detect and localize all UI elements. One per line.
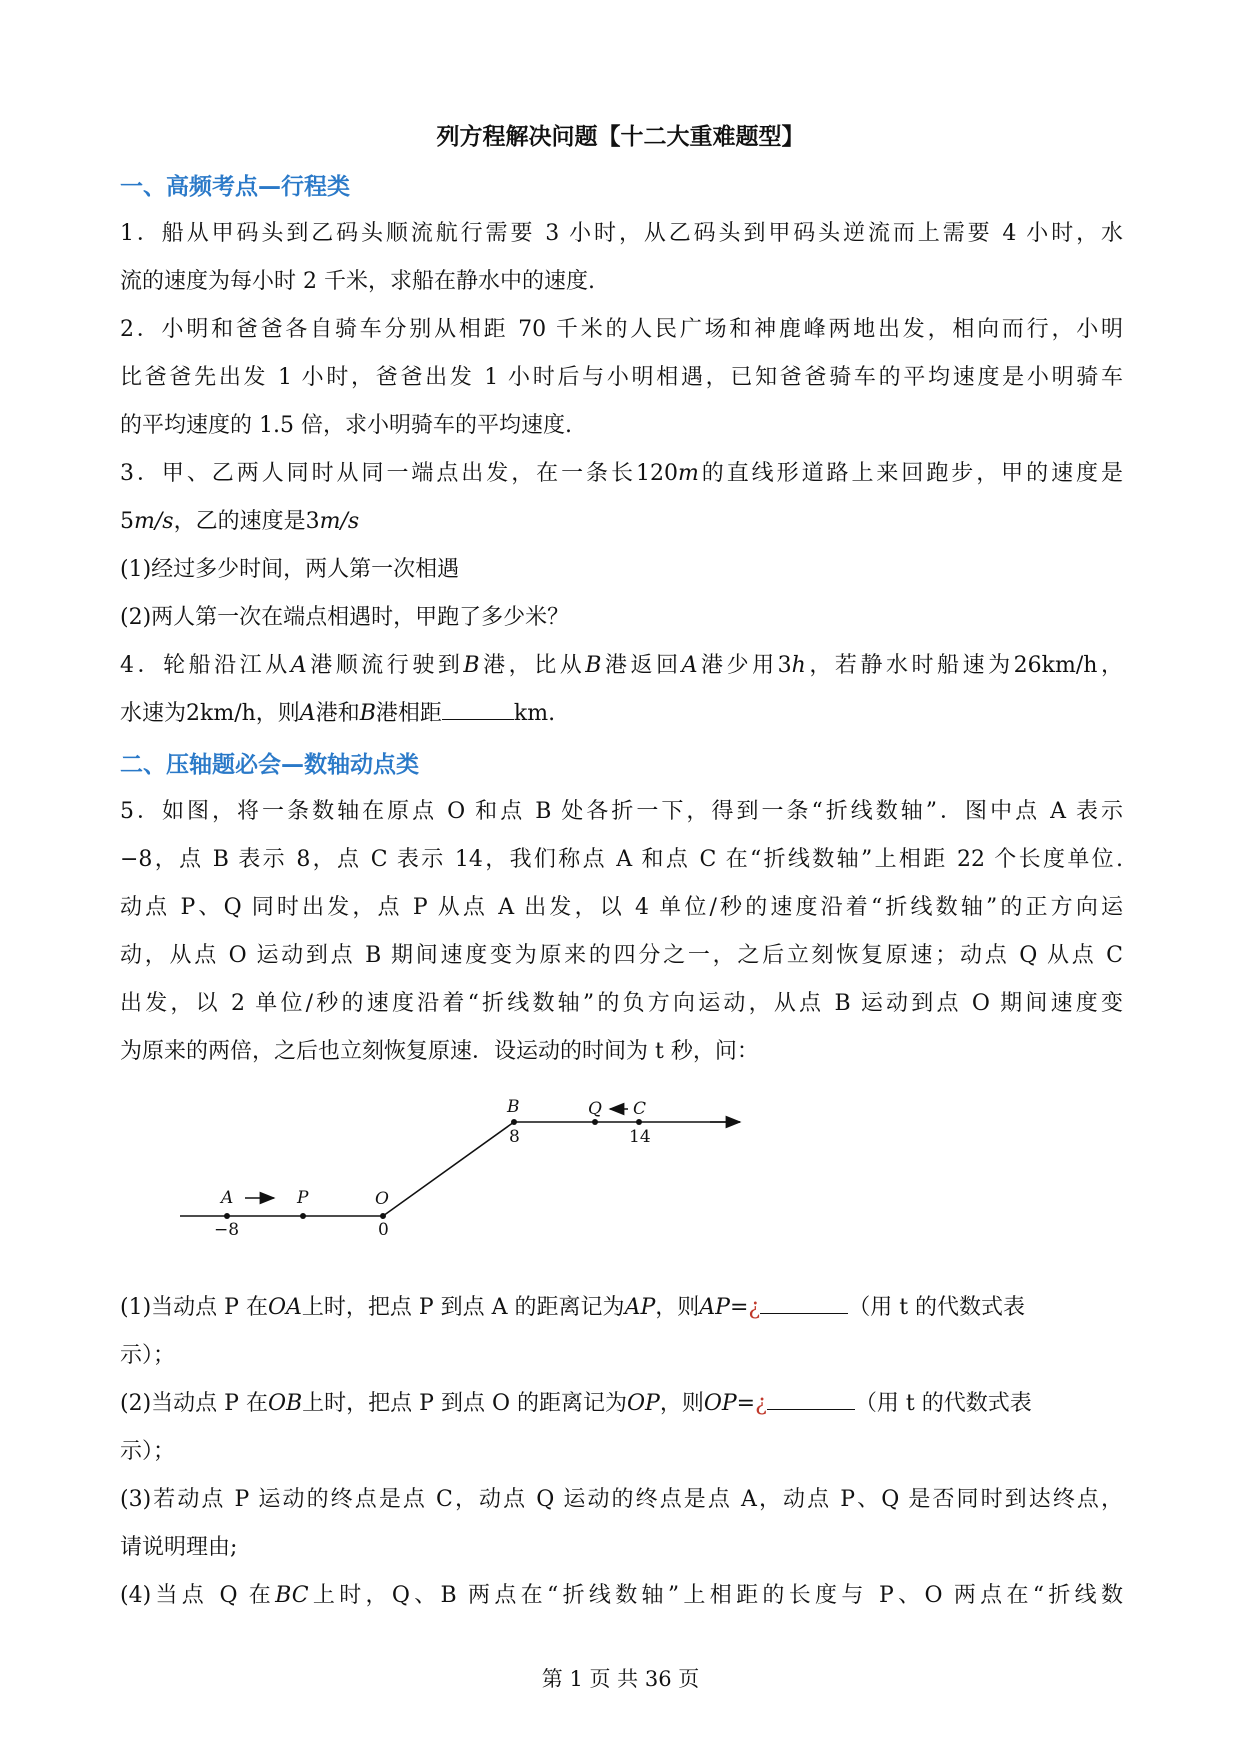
q1-line-1: 1．船从甲码头到乙码头顺流航行需要 3 小时，从乙码头到甲码头逆流而上需要 4 小时，水 <box>120 221 1123 246</box>
page-title: 列方程解决问题【十二大重难题型】 <box>436 124 805 150</box>
tick-label-o: 0 <box>378 1220 389 1240</box>
q5-subquestion-2-cont: 示）； <box>120 1439 176 1464</box>
point-o <box>380 1213 386 1219</box>
q3-subquestion-1: (1)经过多少时间，两人第一次相遇 <box>120 557 460 582</box>
section-heading-number-line: 二、压轴题必会—数轴动点类 <box>120 752 419 778</box>
q4-line-2: 水速为2km/h，则A港和B港相距 km. <box>120 701 556 726</box>
q5-line-3: 动点 P、Q 同时出发，点 P 从点 A 出发，以 4 单位/秒的速度沿着“折线数轴”的正方向运 <box>120 895 1123 920</box>
q5-line-6: 为原来的两倍，之后也立刻恢复原速．设运动的时间为 t 秒，问： <box>120 1039 759 1064</box>
q5-subquestion-2: (2)当动点 P 在OB上时，把点 P 到点 O 的距离记为OP，则OP=¿ （用 t 的代数式表 <box>120 1391 1032 1416</box>
q2-line-2: 比爸爸先出发 1 小时，爸爸出发 1 小时后与小明相遇，已知爸爸骑车的平均速度是小明骑车 <box>120 365 1123 390</box>
q5-subquestion-1-cont: 示）； <box>120 1343 176 1368</box>
label-o: O <box>375 1189 389 1209</box>
label-c: C <box>633 1099 647 1119</box>
point-b <box>511 1119 517 1125</box>
answer-blank[interactable] <box>760 1295 848 1314</box>
label-a: A <box>221 1188 234 1208</box>
q5-line-2: −8，点 B 表示 8，点 C 表示 14，我们称点 A 和点 C 在“折线数轴”上相距 22 个长度单位. <box>120 847 1123 872</box>
label-b: B <box>507 1097 520 1117</box>
q1-line-2: 流的速度为每小时 2 千米，求船在静水中的速度. <box>120 269 595 294</box>
q2-line-1: 2．小明和爸爸各自骑车分别从相距 70 千米的人民广场和神鹿峰两地出发，相向而行，小明 <box>120 317 1123 342</box>
tick-label-b: 8 <box>509 1127 520 1147</box>
q3-line-1: 3．甲、乙两人同时从同一端点出发，在一条长120m的直线形道路上来回跑步，甲的速度是 <box>120 461 1123 486</box>
q5-line-1: 5．如图，将一条数轴在原点 O 和点 B 处各折一下，得到一条“折线数轴”．图中点 A 表示 <box>120 799 1123 824</box>
q5-line-4: 动，从点 O 运动到点 B 期间速度变为原来的四分之一，之后立刻恢复原速；动点 Q 从点 C <box>120 943 1123 968</box>
q2-line-3: 的平均速度的 1.5 倍，求小明骑车的平均速度. <box>120 413 572 438</box>
number-line-path <box>180 1122 740 1216</box>
q5-subquestion-4: (4)当点 Q 在BC上时，Q、B 两点在“折线数轴”上相距的长度与 P、O 两点在“折线数 <box>120 1583 1124 1608</box>
point-p <box>300 1213 306 1219</box>
answer-blank[interactable] <box>442 701 514 720</box>
q5-line-5: 出发，以 2 单位/秒的速度沿着“折线数轴”的负方向运动，从点 B 运动到点 O 期间速度变 <box>120 991 1123 1016</box>
point-c <box>636 1119 642 1125</box>
answer-blank[interactable] <box>767 1391 855 1410</box>
q5-subquestion-1: (1)当动点 P 在OA上时，把点 P 到点 A 的距离记为AP，则AP=¿ （用 t 的代数式表 <box>120 1295 1026 1320</box>
section-heading-travel: 一、高频考点—行程类 <box>120 174 350 200</box>
tick-label-c: 14 <box>629 1127 651 1147</box>
label-p: P <box>297 1188 309 1208</box>
q3-line-2: 5m/s，乙的速度是3m/s <box>120 509 360 534</box>
point-q <box>592 1119 598 1125</box>
folded-number-line-figure <box>170 1090 750 1240</box>
q5-subquestion-3-cont: 请说明理由; <box>120 1535 238 1560</box>
point-a <box>224 1213 230 1219</box>
q4-line-1: 4．轮船沿江从A港顺流行驶到B港，比从B港返回A港少用3h，若静水时船速为26km/h， <box>120 653 1123 678</box>
label-q: Q <box>588 1099 602 1119</box>
tick-label-a: −8 <box>214 1220 240 1240</box>
q5-subquestion-3: (3)若动点 P 运动的终点是点 C，动点 Q 运动的终点是点 A，动点 P、Q 是否同时到达终点， <box>120 1487 1123 1512</box>
page-footer: 第 1 页 共 36 页 <box>541 1667 700 1691</box>
q3-subquestion-2: (2)两人第一次在端点相遇时，甲跑了多少米？ <box>120 605 570 630</box>
